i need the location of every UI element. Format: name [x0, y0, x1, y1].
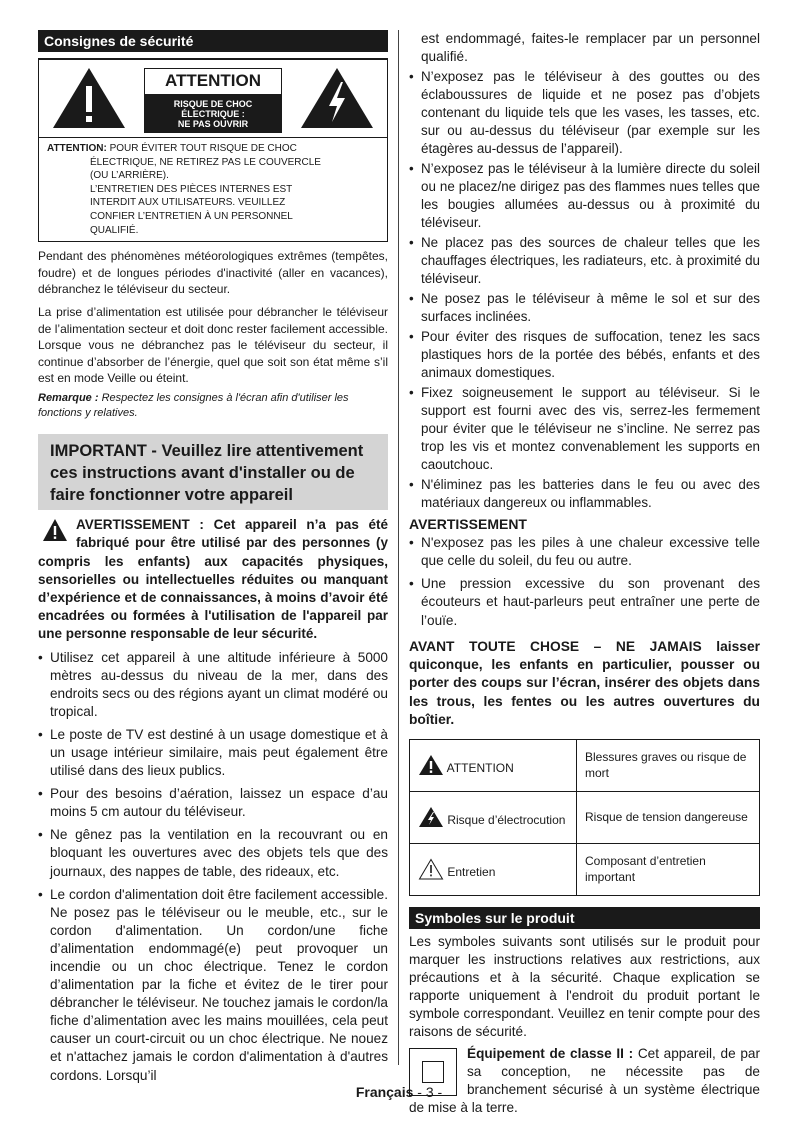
left-bullet-list — [38, 649, 388, 1085]
warning-line: ÉLECTRIQUE, NE RETIREZ PAS LE COUVERCLE — [90, 156, 321, 168]
table-row — [410, 792, 760, 844]
badge-line: ÉLECTRIQUE : — [181, 109, 245, 119]
warning-icons-row — [39, 58, 387, 138]
avertissement-list — [409, 534, 760, 629]
class2-label: Équipement de classe II : — [467, 1046, 634, 1062]
symbol-label: ATTENTION — [446, 761, 514, 776]
list-item: • N'exposez pas les piles à une chaleur excessive telle que celle du soleil, du feu ou autre. — [409, 534, 760, 570]
avertissement-heading: AVERTISSEMENT — [409, 516, 527, 533]
warning-line: INTERDIT AUX UTILISATEURS. VEUILLEZ — [90, 197, 286, 209]
section-title-safety: Consignes de sécurité — [38, 30, 388, 52]
symbol-desc: Blessures graves ou risque de mort — [577, 740, 760, 792]
symbol-cell — [410, 740, 577, 792]
list-item: • Une pression excessive du son provenant des écouteurs et haut-parleurs peut entraîner une perte de l’ouïe. — [409, 575, 760, 629]
table-row — [410, 740, 760, 792]
symbol-label: Entretien — [447, 865, 496, 880]
list-item: • Pour des besoins d’aération, laissez un espace d’au moins 5 cm autour du téléviseur. — [38, 785, 388, 821]
list-item: • N’exposez pas le téléviseur à des gouttes ou des éclaboussures de liquide et ne posez pas d’objets contenant du liquide tels que les vases, les tasses, etc. sur ou au-dessus du téléviseur (par exemple sur les étagères au-dessus de l’appareil). — [409, 68, 760, 158]
page-footer — [0, 1084, 798, 1100]
list-item: • Le poste de TV est destiné à un usage domestique et à un usage intérieur similaire, mais peut également être utilisé dans des lieux publics. — [38, 726, 388, 780]
table-row — [410, 844, 760, 896]
symbols-table — [409, 739, 760, 896]
list-item: • Le cordon d'alimentation doit être facilement accessible. Ne posez pas le téléviseur ou le meuble, etc., sur le cordon d'alimentation. Un cordon/une fiche d’alimentation endommagé(e) peut provoquer un incendie ou un choc électrique. Tenez le cordon d’alimentation par la fiche et évitez de le tirer pour débrancher le téléviseur. Ne touchez jamais le cordon/la fiche d’alimentation avec les mains mouillées, cela peut causer un court-circuit ou un choc électrique. Ne nouez et n'attachez jamais le cordon d'alimentation à d'autres cordons. Lorsqu’il — [38, 886, 388, 1085]
remark-label: Remarque : — [38, 391, 99, 404]
exclamation-triangle-icon — [51, 66, 127, 135]
avertissement-text: AVERTISSEMENT : Cet appareil n’a pas été fabriqué pour être utilisé par des personnes (y compris les enfants) aux capacités physiques, sensorielles ou intellectuelles réduites ou manquant d’expérience et de connaissances, à moins d’avoir été encadrées ou formées à l'utilisation de l'appareil par une personne responsable de leur sécurité. — [38, 517, 388, 642]
lightning-triangle-icon — [418, 813, 447, 827]
warning-line: POUR ÉVITER TOUT RISQUE DE CHOC — [109, 143, 297, 154]
warning-line: (OU L’ARRIÈRE). — [90, 170, 169, 182]
list-item: • Utilisez cet appareil à une altitude inférieure à 5000 mètres au-dessus du niveau de la mer, dans des endroits secs ou des régions ayant un climat modéré ou tropical. — [38, 649, 388, 721]
remark-text: Respectez les consignes à l'écran afin d'utiliser les fonctions y relatives. — [38, 391, 349, 419]
important-heading: IMPORTANT - Veuillez lire attentivement ces instructions avant d'installer ou de faire fonctionner votre appareil — [38, 434, 388, 510]
weather-paragraph: Pendant des phénomènes météorologiques extrêmes (tempêtes, foudre) et de longues périodes d'inactivité (aller en vacances), débranchez le téléviseur du secteur. — [38, 249, 388, 297]
page-number: - 3 - — [417, 1084, 443, 1100]
shock-warning-box — [38, 58, 388, 242]
right-column — [409, 30, 760, 1117]
list-item: • N’exposez pas le téléviseur à la lumière directe du soleil ou ne placez/ne dirigez pas des flammes nues telles que les bougies allumées au-dessus ou à proximité du téléviseur. — [409, 160, 760, 232]
badge-line: RISQUE DE CHOC — [173, 99, 253, 109]
remark — [38, 391, 388, 420]
symbol-desc: Risque de tension dangereuse — [577, 792, 760, 844]
symbol-desc: Composant d’entretien important — [577, 844, 760, 896]
outline-warning-triangle-icon — [418, 865, 447, 879]
attention-badge — [144, 68, 282, 133]
warning-line: CONFIER L’ENTRETIEN À UN PERSONNEL — [90, 210, 293, 222]
list-item: • Ne placez pas des sources de chaleur telles que les chauffages électriques, les radiateurs, etc. à proximité du téléviseur. — [409, 234, 760, 288]
avant-toute-chose: AVANT TOUTE CHOSE – NE JAMAIS laisser quiconque, les enfants en particulier, pousser ou porter des coups sur l’écran, insérer des objets dans les trous, les fentes ou les autres ouvertures du boîtier. — [409, 638, 760, 727]
continued-text: est endommagé, faites-le remplacer par un personnel qualifié. — [421, 31, 760, 65]
badge-line: NE PAS OUVRIR — [177, 119, 249, 129]
symbol-cell — [410, 792, 577, 844]
lightning-triangle-icon — [299, 66, 375, 135]
section-title-product-symbols: Symboles sur le produit — [409, 907, 760, 929]
list-item: • Ne posez pas le téléviseur à même le sol et sur des surfaces inclinées. — [409, 290, 760, 326]
left-column — [38, 30, 388, 1085]
warning-triangle-icon — [42, 518, 68, 547]
warning-line: QUALIFIÉ. — [90, 224, 139, 236]
warning-triangle-icon — [418, 761, 447, 775]
class2-block — [409, 1045, 760, 1117]
list-item: • N'éliminez pas les batteries dans le feu ou avec des matériaux dangereux ou inflammables. — [409, 476, 760, 512]
warning-label: ATTENTION: — [47, 143, 107, 154]
list-item: • Ne gênez pas la ventilation en la recouvrant ou en bloquant les ouvertures avec des objets tels que des journaux, des nappes de table, des rideaux, etc. — [38, 826, 388, 880]
footer-language: Français — [355, 1084, 414, 1100]
warning-text — [39, 138, 387, 241]
product-paragraph: Les symboles suivants sont utilisés sur le produit pour marquer les instructions relatives aux restrictions, aux précautions et à la sécurité. Chaque explication se rapporte uniquement à l'endroit du produit portant le symbole correspondant. Veuillez en tenir compte pour des raisons de sécurité. — [409, 934, 760, 1040]
attention-badge-title: ATTENTION — [145, 69, 281, 96]
warning-line: L’ENTRETIEN DES PIÈCES INTERNES EST — [90, 183, 293, 195]
power-plug-paragraph: La prise d’alimentation est utilisée pour débrancher le téléviseur de l’alimentation secteur et doit donc rester facilement accessible. Lorsque vous ne débranchez pas le téléviseur du secteur, il continue d’absorber de l’énergie, quel que soit son état même s’il est en mode Veille ou éteint. — [38, 304, 388, 386]
right-bullet-list — [409, 68, 760, 512]
class2-text: Cet appareil, de par sa conception, ne nécessite pas de branchement sécurisé à un système électrique de mise à la terre. — [409, 1046, 760, 1116]
avertissement-block — [38, 516, 388, 643]
symbol-cell — [410, 844, 577, 896]
attention-badge-text — [145, 96, 281, 132]
list-item: • Fixez soigneusement le support au téléviseur. Si le support est fourni avec des vis, serrez-les fermement pour éviter que le téléviseur ne s’incline. Ne serrez pas trop les vis et montez convenablement les supports en caoutchouc. — [409, 384, 760, 474]
column-divider — [398, 30, 399, 1065]
symbol-label: Risque d’électrocution — [447, 813, 566, 828]
list-item: • Pour éviter des risques de suffocation, tenez les sacs plastiques hors de la portée des bébés, enfants et des animaux domestiques. — [409, 328, 760, 382]
